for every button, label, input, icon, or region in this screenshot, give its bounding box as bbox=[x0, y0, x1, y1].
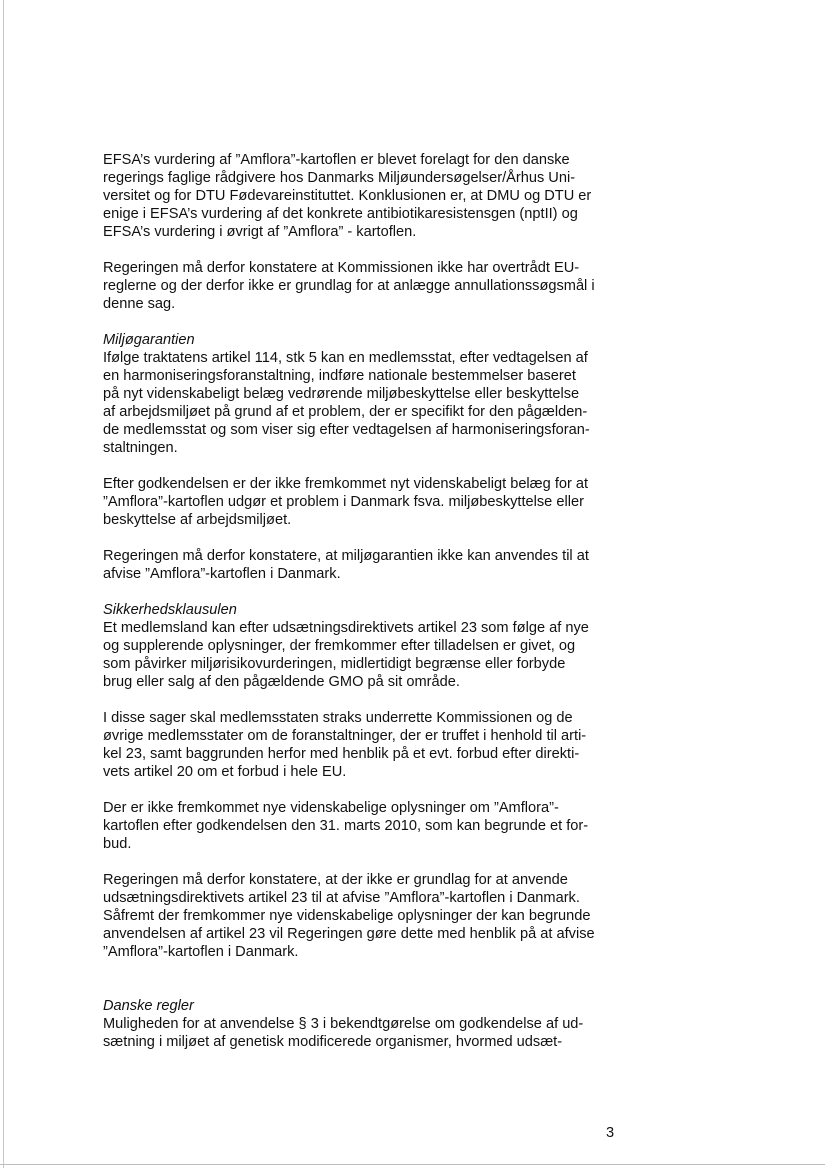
text-line: ”Amflora”-kartoflen udgør et problem i Danmark fsva. miljøbeskyttelse eller bbox=[103, 494, 584, 510]
text-line: kel 23, samt baggrunden herfor med henblik på et evt. forbud efter direkti- bbox=[103, 746, 580, 762]
text-line: versitet og for DTU Fødevareinstituttet. Konklusionen er, at DMU og DTU er bbox=[103, 188, 592, 204]
text-line: enige i EFSA’s vurdering af det konkrete antibiotikaresistensgen (nptII) og bbox=[103, 206, 578, 222]
paragraph-no-new-evidence bbox=[103, 475, 623, 529]
paragraph-notify-commission bbox=[103, 709, 623, 781]
text-line: Muligheden for at anvendelse § 3 i bekendtgørelse om godkendelse af ud- bbox=[103, 1016, 584, 1032]
text-line: reglerne og der derfor ikke er grundlag for at anlægge annullationssøgsmål i bbox=[103, 278, 595, 294]
text-line: regerings faglige rådgivere hos Danmarks Miljøundersøgelser/Århus Uni- bbox=[103, 170, 576, 186]
text-line: anvendelsen af artikel 23 vil Regeringen gøre dette med henblik på at afvise bbox=[103, 926, 595, 942]
paragraph-efsa-assessment bbox=[103, 151, 623, 241]
text-line: kartoflen efter godkendelsen den 31. marts 2010, som kan begrunde et for- bbox=[103, 818, 589, 834]
text-line: brug eller salg af den pågældende GMO på sit område. bbox=[103, 674, 460, 690]
text-line: Regeringen må derfor konstatere, at der ikke er grundlag for at anvende bbox=[103, 872, 568, 888]
text-line: bud. bbox=[103, 836, 132, 852]
text-line: I disse sager skal medlemsstaten straks underrette Kommissionen og de bbox=[103, 710, 573, 726]
section-sikkerhedsklausulen bbox=[103, 601, 623, 691]
text-line: ”Amflora”-kartoflen i Danmark. bbox=[103, 944, 299, 960]
paragraph-article-23-conclusion bbox=[103, 871, 623, 961]
section-miljogarantien bbox=[103, 331, 623, 457]
text-line: udsætningsdirektivets artikel 23 til at afvise ”Amflora”-kartoflen i Danmark. bbox=[103, 890, 580, 906]
page-number: 3 bbox=[606, 1125, 615, 1141]
text-line: beskyttelse af arbejdsmiljøet. bbox=[103, 512, 292, 528]
text-line: Ifølge traktatens artikel 114, stk 5 kan en medlemsstat, efter vedtagelsen af bbox=[103, 350, 588, 366]
paragraph-no-annulment bbox=[103, 259, 623, 313]
text-line: vets artikel 20 om et forbud i hele EU. bbox=[103, 764, 347, 780]
scan-edge-left bbox=[3, 0, 4, 1168]
text-line: på nyt videnskabeligt belæg vedrørende miljøbeskyttelse eller beskyttelse bbox=[103, 386, 580, 402]
text-line: denne sag. bbox=[103, 296, 176, 312]
section-heading-sikkerhedsklausulen: Sikkerhedsklausulen bbox=[103, 602, 237, 618]
document-body bbox=[103, 151, 623, 1069]
section-heading-miljogarantien: Miljøgarantien bbox=[103, 332, 195, 348]
section-heading-danske-regler: Danske regler bbox=[103, 998, 194, 1014]
text-line: som påvirker miljørisikovurderingen, midlertidigt begrænse eller forbyde bbox=[103, 656, 566, 672]
text-line: og supplerende oplysninger, der fremkommer efter tilladelsen er givet, og bbox=[103, 638, 576, 654]
text-line: EFSA’s vurdering i øvrigt af ”Amflora” - kartoflen. bbox=[103, 224, 417, 240]
text-line: de medlemsstat og som viser sig efter vedtagelsen af harmoniseringsforan- bbox=[103, 422, 590, 438]
scan-edge-bottom bbox=[0, 1164, 825, 1165]
text-line: Regeringen må derfor konstatere, at miljøgarantien ikke kan anvendes til at bbox=[103, 548, 589, 564]
text-line: Regeringen må derfor konstatere at Kommissionen ikke har overtrådt EU- bbox=[103, 260, 580, 276]
text-line: øvrige medlemsstater om de foranstaltninger, der er truffet i henhold til arti- bbox=[103, 728, 587, 744]
paragraph-no-new-information bbox=[103, 799, 623, 853]
text-line: Et medlemsland kan efter udsætningsdirektivets artikel 23 som følge af nye bbox=[103, 620, 589, 636]
text-line: staltningen. bbox=[103, 440, 178, 456]
text-line: EFSA’s vurdering af ”Amflora”-kartoflen er blevet forelagt for den danske bbox=[103, 152, 570, 168]
section-danske-regler bbox=[103, 997, 623, 1051]
text-line: sætning i miljøet af genetisk modificerede organismer, hvormed udsæt- bbox=[103, 1034, 563, 1050]
paragraph-miljogaranti-conclusion bbox=[103, 547, 623, 583]
text-line: afvise ”Amflora”-kartoflen i Danmark. bbox=[103, 566, 341, 582]
text-line: en harmoniseringsforanstaltning, indføre nationale bestemmelser baseret bbox=[103, 368, 576, 384]
text-line: af arbejdsmiljøet på grund af et problem, der er specifikt for den pågælden- bbox=[103, 404, 588, 420]
text-line: Såfremt der fremkommer nye videnskabelige oplysninger der kan begrunde bbox=[103, 908, 591, 924]
text-line: Der er ikke fremkommet nye videnskabelige oplysninger om ”Amflora”- bbox=[103, 800, 559, 816]
text-line: Efter godkendelsen er der ikke fremkommet nyt videnskabeligt belæg for at bbox=[103, 476, 589, 492]
